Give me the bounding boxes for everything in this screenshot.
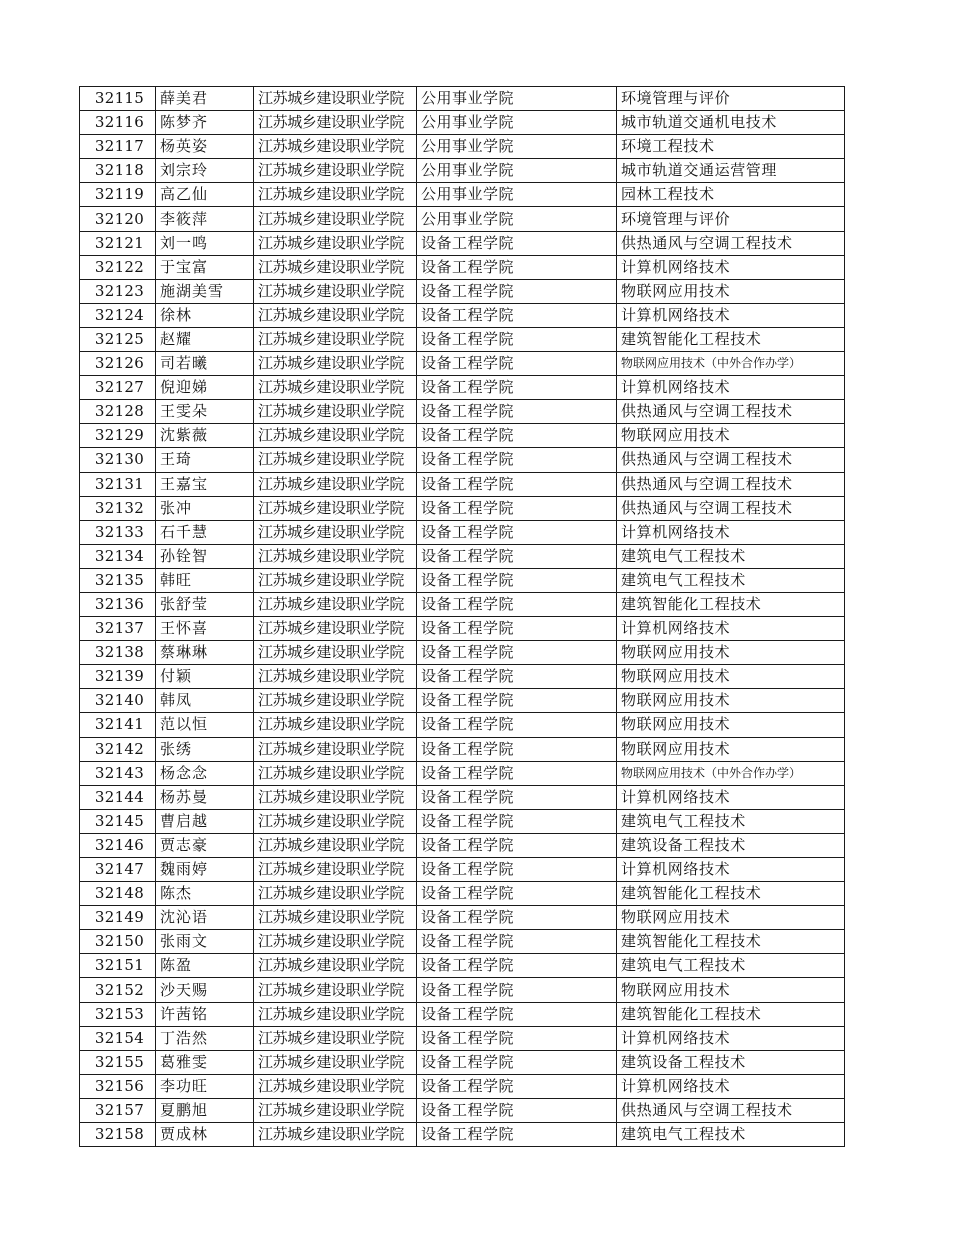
student-name-cell: 贾志豪	[156, 833, 254, 857]
major-cell: 计算机网络技术	[617, 376, 845, 400]
row-id-cell: 32125	[80, 327, 156, 351]
major-cell: 建筑电气工程技术	[617, 954, 845, 978]
row-id-cell: 32123	[80, 279, 156, 303]
school-cell: 江苏城乡建设职业学院	[254, 689, 417, 713]
row-id-cell: 32146	[80, 833, 156, 857]
student-name-cell: 沙天赐	[156, 978, 254, 1002]
row-id-cell: 32131	[80, 472, 156, 496]
student-name-cell: 许茜铭	[156, 1002, 254, 1026]
row-id-cell: 32137	[80, 617, 156, 641]
college-cell: 设备工程学院	[417, 255, 617, 279]
table-row	[80, 1050, 845, 1074]
row-id-cell: 32138	[80, 641, 156, 665]
row-id-cell: 32147	[80, 858, 156, 882]
student-name-cell: 赵耀	[156, 327, 254, 351]
college-cell: 设备工程学院	[417, 1026, 617, 1050]
major-cell: 供热通风与空调工程技术	[617, 231, 845, 255]
row-id-cell: 32124	[80, 303, 156, 327]
college-cell: 公用事业学院	[417, 111, 617, 135]
row-id-cell: 32158	[80, 1123, 156, 1147]
table-row	[80, 544, 845, 568]
row-id-cell: 32153	[80, 1002, 156, 1026]
student-name-cell: 孙铨智	[156, 544, 254, 568]
student-name-cell: 张舒莹	[156, 592, 254, 616]
student-name-cell: 高乙仙	[156, 183, 254, 207]
student-name-cell: 贾成林	[156, 1123, 254, 1147]
student-name-cell: 陈杰	[156, 882, 254, 906]
college-cell: 公用事业学院	[417, 159, 617, 183]
college-cell: 设备工程学院	[417, 737, 617, 761]
school-cell: 江苏城乡建设职业学院	[254, 207, 417, 231]
school-cell: 江苏城乡建设职业学院	[254, 400, 417, 424]
table-row	[80, 87, 845, 111]
major-cell: 环境管理与评价	[617, 207, 845, 231]
school-cell: 江苏城乡建设职业学院	[254, 713, 417, 737]
major-cell: 城市轨道交通运营管理	[617, 159, 845, 183]
school-cell: 江苏城乡建设职业学院	[254, 785, 417, 809]
table-row	[80, 303, 845, 327]
school-cell: 江苏城乡建设职业学院	[254, 424, 417, 448]
row-id-cell: 32130	[80, 448, 156, 472]
college-cell: 设备工程学院	[417, 327, 617, 351]
table-row	[80, 279, 845, 303]
school-cell: 江苏城乡建设职业学院	[254, 135, 417, 159]
college-cell: 设备工程学院	[417, 665, 617, 689]
row-id-cell: 32121	[80, 231, 156, 255]
row-id-cell: 32140	[80, 689, 156, 713]
major-cell: 供热通风与空调工程技术	[617, 448, 845, 472]
college-cell: 设备工程学院	[417, 906, 617, 930]
college-cell: 设备工程学院	[417, 641, 617, 665]
student-name-cell: 于宝富	[156, 255, 254, 279]
table-row	[80, 1098, 845, 1122]
school-cell: 江苏城乡建设职业学院	[254, 159, 417, 183]
row-id-cell: 32115	[80, 87, 156, 111]
school-cell: 江苏城乡建设职业学院	[254, 472, 417, 496]
school-cell: 江苏城乡建设职业学院	[254, 809, 417, 833]
row-id-cell: 32152	[80, 978, 156, 1002]
college-cell: 设备工程学院	[417, 785, 617, 809]
table-row	[80, 641, 845, 665]
major-cell: 物联网应用技术	[617, 279, 845, 303]
table-row	[80, 809, 845, 833]
row-id-cell: 32135	[80, 568, 156, 592]
major-cell: 建筑设备工程技术	[617, 1050, 845, 1074]
student-name-cell: 施湖美雪	[156, 279, 254, 303]
table-row	[80, 520, 845, 544]
major-cell: 供热通风与空调工程技术	[617, 400, 845, 424]
college-cell: 设备工程学院	[417, 592, 617, 616]
student-name-cell: 王琦	[156, 448, 254, 472]
major-cell: 环境工程技术	[617, 135, 845, 159]
college-cell: 设备工程学院	[417, 544, 617, 568]
major-cell: 计算机网络技术	[617, 1026, 845, 1050]
student-name-cell: 张冲	[156, 496, 254, 520]
row-id-cell: 32155	[80, 1050, 156, 1074]
student-name-cell: 陈盈	[156, 954, 254, 978]
row-id-cell: 32149	[80, 906, 156, 930]
college-cell: 设备工程学院	[417, 568, 617, 592]
major-cell: 建筑智能化工程技术	[617, 1002, 845, 1026]
major-cell: 供热通风与空调工程技术	[617, 472, 845, 496]
major-cell: 建筑设备工程技术	[617, 833, 845, 857]
school-cell: 江苏城乡建设职业学院	[254, 930, 417, 954]
table-row	[80, 954, 845, 978]
table-row	[80, 352, 845, 376]
college-cell: 设备工程学院	[417, 472, 617, 496]
school-cell: 江苏城乡建设职业学院	[254, 665, 417, 689]
major-cell: 建筑电气工程技术	[617, 1123, 845, 1147]
school-cell: 江苏城乡建设职业学院	[254, 183, 417, 207]
table-row	[80, 833, 845, 857]
college-cell: 设备工程学院	[417, 930, 617, 954]
school-cell: 江苏城乡建设职业学院	[254, 978, 417, 1002]
major-cell: 供热通风与空调工程技术	[617, 496, 845, 520]
major-cell: 供热通风与空调工程技术	[617, 1098, 845, 1122]
college-cell: 设备工程学院	[417, 954, 617, 978]
college-cell: 设备工程学院	[417, 617, 617, 641]
major-cell: 建筑电气工程技术	[617, 809, 845, 833]
school-cell: 江苏城乡建设职业学院	[254, 327, 417, 351]
student-name-cell: 沈沁语	[156, 906, 254, 930]
student-name-cell: 王怀喜	[156, 617, 254, 641]
college-cell: 公用事业学院	[417, 87, 617, 111]
major-cell: 物联网应用技术（中外合作办学）	[617, 352, 845, 376]
major-cell: 物联网应用技术	[617, 906, 845, 930]
college-cell: 设备工程学院	[417, 231, 617, 255]
college-cell: 设备工程学院	[417, 424, 617, 448]
major-cell: 计算机网络技术	[617, 858, 845, 882]
row-id-cell: 32142	[80, 737, 156, 761]
college-cell: 公用事业学院	[417, 183, 617, 207]
row-id-cell: 32133	[80, 520, 156, 544]
table-row	[80, 327, 845, 351]
school-cell: 江苏城乡建设职业学院	[254, 761, 417, 785]
school-cell: 江苏城乡建设职业学院	[254, 376, 417, 400]
college-cell: 设备工程学院	[417, 713, 617, 737]
table-row	[80, 785, 845, 809]
college-cell: 设备工程学院	[417, 303, 617, 327]
school-cell: 江苏城乡建设职业学院	[254, 303, 417, 327]
table-row	[80, 207, 845, 231]
major-cell: 建筑智能化工程技术	[617, 592, 845, 616]
student-name-cell: 杨英姿	[156, 135, 254, 159]
college-cell: 设备工程学院	[417, 1002, 617, 1026]
table-row	[80, 376, 845, 400]
row-id-cell: 32120	[80, 207, 156, 231]
student-name-cell: 葛雅雯	[156, 1050, 254, 1074]
row-id-cell: 32139	[80, 665, 156, 689]
row-id-cell: 32119	[80, 183, 156, 207]
student-name-cell: 沈紫薇	[156, 424, 254, 448]
college-cell: 设备工程学院	[417, 496, 617, 520]
school-cell: 江苏城乡建设职业学院	[254, 111, 417, 135]
major-cell: 环境管理与评价	[617, 87, 845, 111]
table-row	[80, 882, 845, 906]
table-row	[80, 665, 845, 689]
table-row	[80, 183, 845, 207]
college-cell: 设备工程学院	[417, 1050, 617, 1074]
major-cell: 城市轨道交通机电技术	[617, 111, 845, 135]
table-row	[80, 1074, 845, 1098]
major-cell: 物联网应用技术	[617, 689, 845, 713]
student-name-cell: 倪迎娣	[156, 376, 254, 400]
major-cell: 计算机网络技术	[617, 785, 845, 809]
major-cell: 物联网应用技术	[617, 713, 845, 737]
table-body	[80, 87, 845, 1147]
student-name-cell: 魏雨婷	[156, 858, 254, 882]
school-cell: 江苏城乡建设职业学院	[254, 858, 417, 882]
table-row	[80, 568, 845, 592]
school-cell: 江苏城乡建设职业学院	[254, 1123, 417, 1147]
school-cell: 江苏城乡建设职业学院	[254, 544, 417, 568]
student-name-cell: 夏鹏旭	[156, 1098, 254, 1122]
major-cell: 园林工程技术	[617, 183, 845, 207]
table-row	[80, 1002, 845, 1026]
college-cell: 设备工程学院	[417, 1098, 617, 1122]
school-cell: 江苏城乡建设职业学院	[254, 1002, 417, 1026]
table-row	[80, 472, 845, 496]
row-id-cell: 32145	[80, 809, 156, 833]
school-cell: 江苏城乡建设职业学院	[254, 954, 417, 978]
school-cell: 江苏城乡建设职业学院	[254, 833, 417, 857]
row-id-cell: 32144	[80, 785, 156, 809]
table-row	[80, 592, 845, 616]
table-row	[80, 159, 845, 183]
college-cell: 设备工程学院	[417, 1074, 617, 1098]
row-id-cell: 32136	[80, 592, 156, 616]
school-cell: 江苏城乡建设职业学院	[254, 520, 417, 544]
row-id-cell: 32148	[80, 882, 156, 906]
student-name-cell: 刘宗玲	[156, 159, 254, 183]
row-id-cell: 32154	[80, 1026, 156, 1050]
table-row	[80, 424, 845, 448]
table-row	[80, 617, 845, 641]
row-id-cell: 32151	[80, 954, 156, 978]
student-name-cell: 陈梦齐	[156, 111, 254, 135]
student-name-cell: 范以恒	[156, 713, 254, 737]
college-cell: 设备工程学院	[417, 352, 617, 376]
major-cell: 计算机网络技术	[617, 255, 845, 279]
major-cell: 物联网应用技术	[617, 737, 845, 761]
row-id-cell: 32129	[80, 424, 156, 448]
student-name-cell: 徐林	[156, 303, 254, 327]
row-id-cell: 32156	[80, 1074, 156, 1098]
college-cell: 设备工程学院	[417, 520, 617, 544]
college-cell: 设备工程学院	[417, 882, 617, 906]
row-id-cell: 32143	[80, 761, 156, 785]
table-row	[80, 1123, 845, 1147]
school-cell: 江苏城乡建设职业学院	[254, 1074, 417, 1098]
major-cell: 计算机网络技术	[617, 520, 845, 544]
student-name-cell: 刘一鸣	[156, 231, 254, 255]
school-cell: 江苏城乡建设职业学院	[254, 1098, 417, 1122]
row-id-cell: 32141	[80, 713, 156, 737]
student-name-cell: 曹启越	[156, 809, 254, 833]
school-cell: 江苏城乡建设职业学院	[254, 882, 417, 906]
student-name-cell: 薛美君	[156, 87, 254, 111]
table-row	[80, 111, 845, 135]
college-cell: 设备工程学院	[417, 809, 617, 833]
school-cell: 江苏城乡建设职业学院	[254, 87, 417, 111]
school-cell: 江苏城乡建设职业学院	[254, 568, 417, 592]
major-cell: 物联网应用技术	[617, 424, 845, 448]
college-cell: 设备工程学院	[417, 689, 617, 713]
college-cell: 设备工程学院	[417, 376, 617, 400]
college-cell: 设备工程学院	[417, 1123, 617, 1147]
table-row	[80, 135, 845, 159]
major-cell: 建筑智能化工程技术	[617, 327, 845, 351]
student-name-cell: 李筱萍	[156, 207, 254, 231]
table-row	[80, 689, 845, 713]
major-cell: 计算机网络技术	[617, 617, 845, 641]
school-cell: 江苏城乡建设职业学院	[254, 231, 417, 255]
student-name-cell: 李功旺	[156, 1074, 254, 1098]
school-cell: 江苏城乡建设职业学院	[254, 592, 417, 616]
student-name-cell: 杨苏曼	[156, 785, 254, 809]
student-name-cell: 石千慧	[156, 520, 254, 544]
major-cell: 建筑电气工程技术	[617, 568, 845, 592]
student-name-cell: 韩旺	[156, 568, 254, 592]
school-cell: 江苏城乡建设职业学院	[254, 906, 417, 930]
row-id-cell: 32122	[80, 255, 156, 279]
table-row	[80, 713, 845, 737]
student-list-table	[79, 86, 845, 1147]
major-cell: 物联网应用技术（中外合作办学）	[617, 761, 845, 785]
row-id-cell: 32117	[80, 135, 156, 159]
major-cell: 建筑智能化工程技术	[617, 930, 845, 954]
student-name-cell: 王嘉宝	[156, 472, 254, 496]
school-cell: 江苏城乡建设职业学院	[254, 255, 417, 279]
table-row	[80, 255, 845, 279]
school-cell: 江苏城乡建设职业学院	[254, 737, 417, 761]
table-row	[80, 906, 845, 930]
college-cell: 公用事业学院	[417, 207, 617, 231]
college-cell: 设备工程学院	[417, 448, 617, 472]
college-cell: 设备工程学院	[417, 833, 617, 857]
major-cell: 建筑电气工程技术	[617, 544, 845, 568]
table-row	[80, 448, 845, 472]
major-cell: 计算机网络技术	[617, 1074, 845, 1098]
table-row	[80, 1026, 845, 1050]
table-row	[80, 496, 845, 520]
school-cell: 江苏城乡建设职业学院	[254, 1026, 417, 1050]
college-cell: 设备工程学院	[417, 279, 617, 303]
student-name-cell: 张雨文	[156, 930, 254, 954]
student-name-cell: 司若曦	[156, 352, 254, 376]
row-id-cell: 32157	[80, 1098, 156, 1122]
school-cell: 江苏城乡建设职业学院	[254, 641, 417, 665]
school-cell: 江苏城乡建设职业学院	[254, 448, 417, 472]
major-cell: 物联网应用技术	[617, 665, 845, 689]
table-row	[80, 858, 845, 882]
student-name-cell: 韩凤	[156, 689, 254, 713]
college-cell: 设备工程学院	[417, 858, 617, 882]
table-row	[80, 978, 845, 1002]
student-name-cell: 丁浩然	[156, 1026, 254, 1050]
table-row	[80, 737, 845, 761]
student-name-cell: 付颖	[156, 665, 254, 689]
school-cell: 江苏城乡建设职业学院	[254, 617, 417, 641]
school-cell: 江苏城乡建设职业学院	[254, 1050, 417, 1074]
school-cell: 江苏城乡建设职业学院	[254, 279, 417, 303]
row-id-cell: 32132	[80, 496, 156, 520]
college-cell: 设备工程学院	[417, 400, 617, 424]
major-cell: 物联网应用技术	[617, 641, 845, 665]
row-id-cell: 32118	[80, 159, 156, 183]
major-cell: 建筑智能化工程技术	[617, 882, 845, 906]
table-row	[80, 231, 845, 255]
student-name-cell: 张绣	[156, 737, 254, 761]
college-cell: 公用事业学院	[417, 135, 617, 159]
college-cell: 设备工程学院	[417, 978, 617, 1002]
row-id-cell: 32116	[80, 111, 156, 135]
student-name-cell: 蔡琳琳	[156, 641, 254, 665]
major-cell: 计算机网络技术	[617, 303, 845, 327]
table-row	[80, 761, 845, 785]
college-cell: 设备工程学院	[417, 761, 617, 785]
row-id-cell: 32126	[80, 352, 156, 376]
school-cell: 江苏城乡建设职业学院	[254, 496, 417, 520]
table-row	[80, 400, 845, 424]
table-row	[80, 930, 845, 954]
row-id-cell: 32134	[80, 544, 156, 568]
row-id-cell: 32127	[80, 376, 156, 400]
student-name-cell: 王雯朵	[156, 400, 254, 424]
row-id-cell: 32128	[80, 400, 156, 424]
major-cell: 物联网应用技术	[617, 978, 845, 1002]
school-cell: 江苏城乡建设职业学院	[254, 352, 417, 376]
student-name-cell: 杨念念	[156, 761, 254, 785]
row-id-cell: 32150	[80, 930, 156, 954]
